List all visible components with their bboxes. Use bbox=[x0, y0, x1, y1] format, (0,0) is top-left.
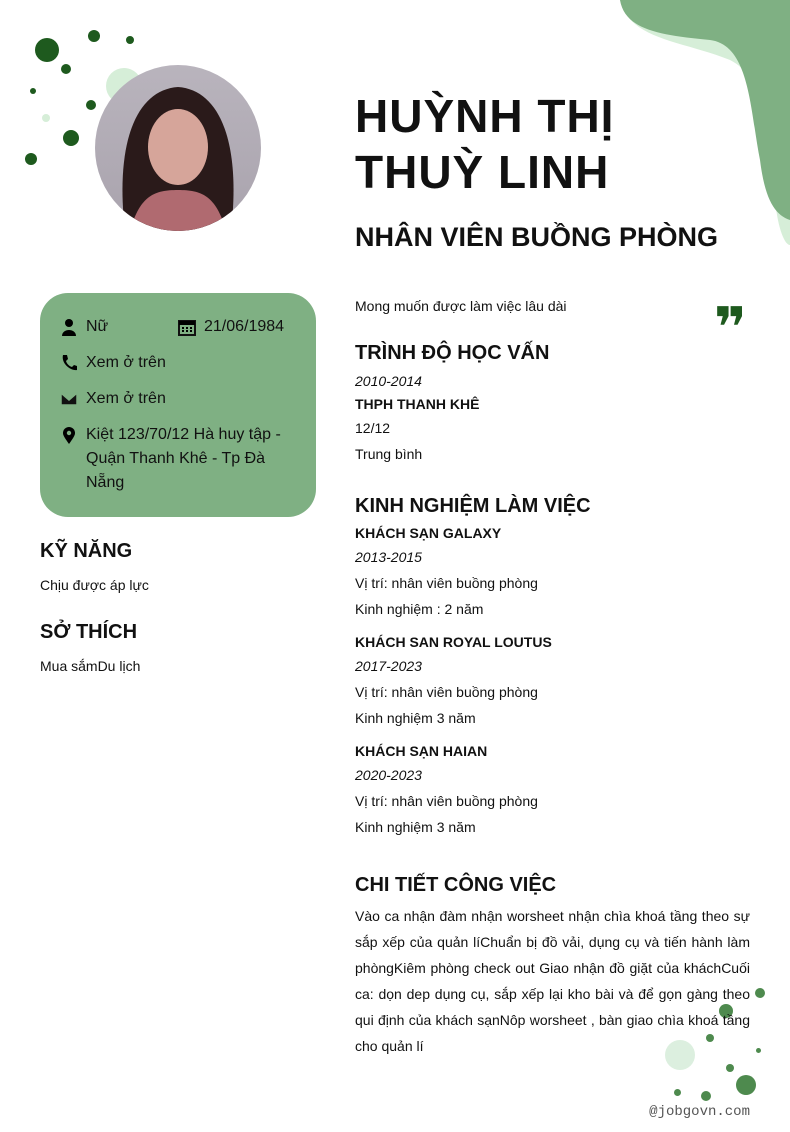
experience-position: Vị trí: nhân viên buồng phòng bbox=[355, 684, 538, 700]
school-name: THPH THANH KHÊ bbox=[355, 396, 480, 412]
email-icon bbox=[60, 390, 78, 408]
skills-text: Chịu được áp lực bbox=[40, 577, 149, 593]
experience-period: 2020-2023 bbox=[355, 767, 422, 783]
education-heading: TRÌNH ĐỘ HỌC VẤN bbox=[355, 342, 550, 364]
hobbies-text: Mua sắmDu lịch bbox=[40, 658, 141, 674]
dot-decoration bbox=[756, 1048, 761, 1053]
dot-decoration bbox=[736, 1075, 756, 1095]
experience-item bbox=[355, 740, 750, 840]
date-of-birth: 21/06/1984 bbox=[204, 318, 285, 335]
location-pin-icon bbox=[60, 426, 78, 444]
experience-company: KHÁCH SẠN GALAXY bbox=[355, 525, 502, 541]
experience-note: Kinh nghiệm 3 năm bbox=[355, 710, 476, 726]
education-rank: Trung bình bbox=[355, 446, 423, 462]
contact-card bbox=[40, 293, 316, 517]
hobbies-heading: SỞ THÍCH bbox=[40, 621, 138, 643]
details-section bbox=[355, 874, 750, 1059]
dot-decoration bbox=[701, 1091, 711, 1101]
experience-period: 2017-2023 bbox=[355, 658, 422, 674]
user-icon bbox=[60, 318, 78, 336]
gender: Nữ bbox=[86, 318, 109, 335]
dot-decoration bbox=[63, 130, 79, 146]
dot-decoration bbox=[42, 114, 50, 122]
experience-section bbox=[355, 495, 750, 849]
dot-decoration bbox=[88, 30, 100, 42]
skills-heading: KỸ NĂNG bbox=[40, 540, 133, 562]
education-period: 2010-2014 bbox=[355, 373, 422, 389]
job-title: NHÂN VIÊN BUỒNG PHÒNG bbox=[355, 222, 719, 252]
watermark: @jobgovn.com bbox=[649, 1104, 750, 1120]
education-section bbox=[355, 342, 750, 467]
phone-icon bbox=[60, 354, 78, 372]
details-heading: CHI TIẾT CÔNG VIỆC bbox=[355, 874, 557, 896]
dot-decoration bbox=[755, 988, 765, 998]
profile-photo bbox=[95, 65, 261, 231]
experience-heading: KINH NGHIỆM LÀM VIỆC bbox=[355, 495, 591, 517]
dot-decoration bbox=[25, 153, 37, 165]
phone: Xem ở trên bbox=[86, 354, 166, 371]
experience-position: Vị trí: nhân viên buồng phòng bbox=[355, 575, 538, 591]
dot-decoration bbox=[86, 100, 96, 110]
experience-position: Vị trí: nhân viên buồng phòng bbox=[355, 793, 538, 809]
experience-note: Kinh nghiệm 3 năm bbox=[355, 819, 476, 835]
education-grade: 12/12 bbox=[355, 420, 391, 436]
career-objective: Mong muốn được làm việc lâu dài bbox=[355, 298, 567, 314]
candidate-name: HUỲNH THỊ THUỲ LINH bbox=[355, 90, 615, 198]
dot-decoration bbox=[674, 1089, 681, 1096]
dot-decoration bbox=[126, 36, 134, 44]
experience-company: KHÁCH SAN ROYAL LOUTUS bbox=[355, 634, 552, 650]
dot-decoration bbox=[61, 64, 71, 74]
experience-company: KHÁCH SẠN HAIAN bbox=[355, 743, 488, 759]
experience-note: Kinh nghiệm : 2 năm bbox=[355, 601, 484, 617]
experience-item bbox=[355, 631, 750, 731]
dot-decoration bbox=[30, 88, 36, 94]
experience-item bbox=[355, 522, 750, 622]
quote-icon: ❞ bbox=[714, 296, 747, 359]
experience-period: 2013-2015 bbox=[355, 549, 422, 565]
calendar-icon bbox=[178, 318, 196, 336]
dot-decoration bbox=[35, 38, 59, 62]
address: Kiệt 123/70/12 Hà huy tập - Quận Thanh Khê - Tp Đà Nẵng bbox=[86, 426, 281, 491]
email: Xem ở trên bbox=[86, 390, 166, 407]
details-text: Vào ca nhận đàm nhận worsheet nhận chìa khoá tầng theo sự sắp xếp của quản líChuẩn bị đồ vải, dụng cụ và tiến hành làm phòngKiêm phòng check out Giao nhận đồ giặt của kháchCuối ca: dọn dep dụng cụ, sắp xếp lại kho bài và để gọn gàng theo qui định của khách sạnNôp worsheet , bàn giao chìa khoá tầng cho quản lí bbox=[355, 908, 750, 1054]
dot-decoration bbox=[726, 1064, 734, 1072]
